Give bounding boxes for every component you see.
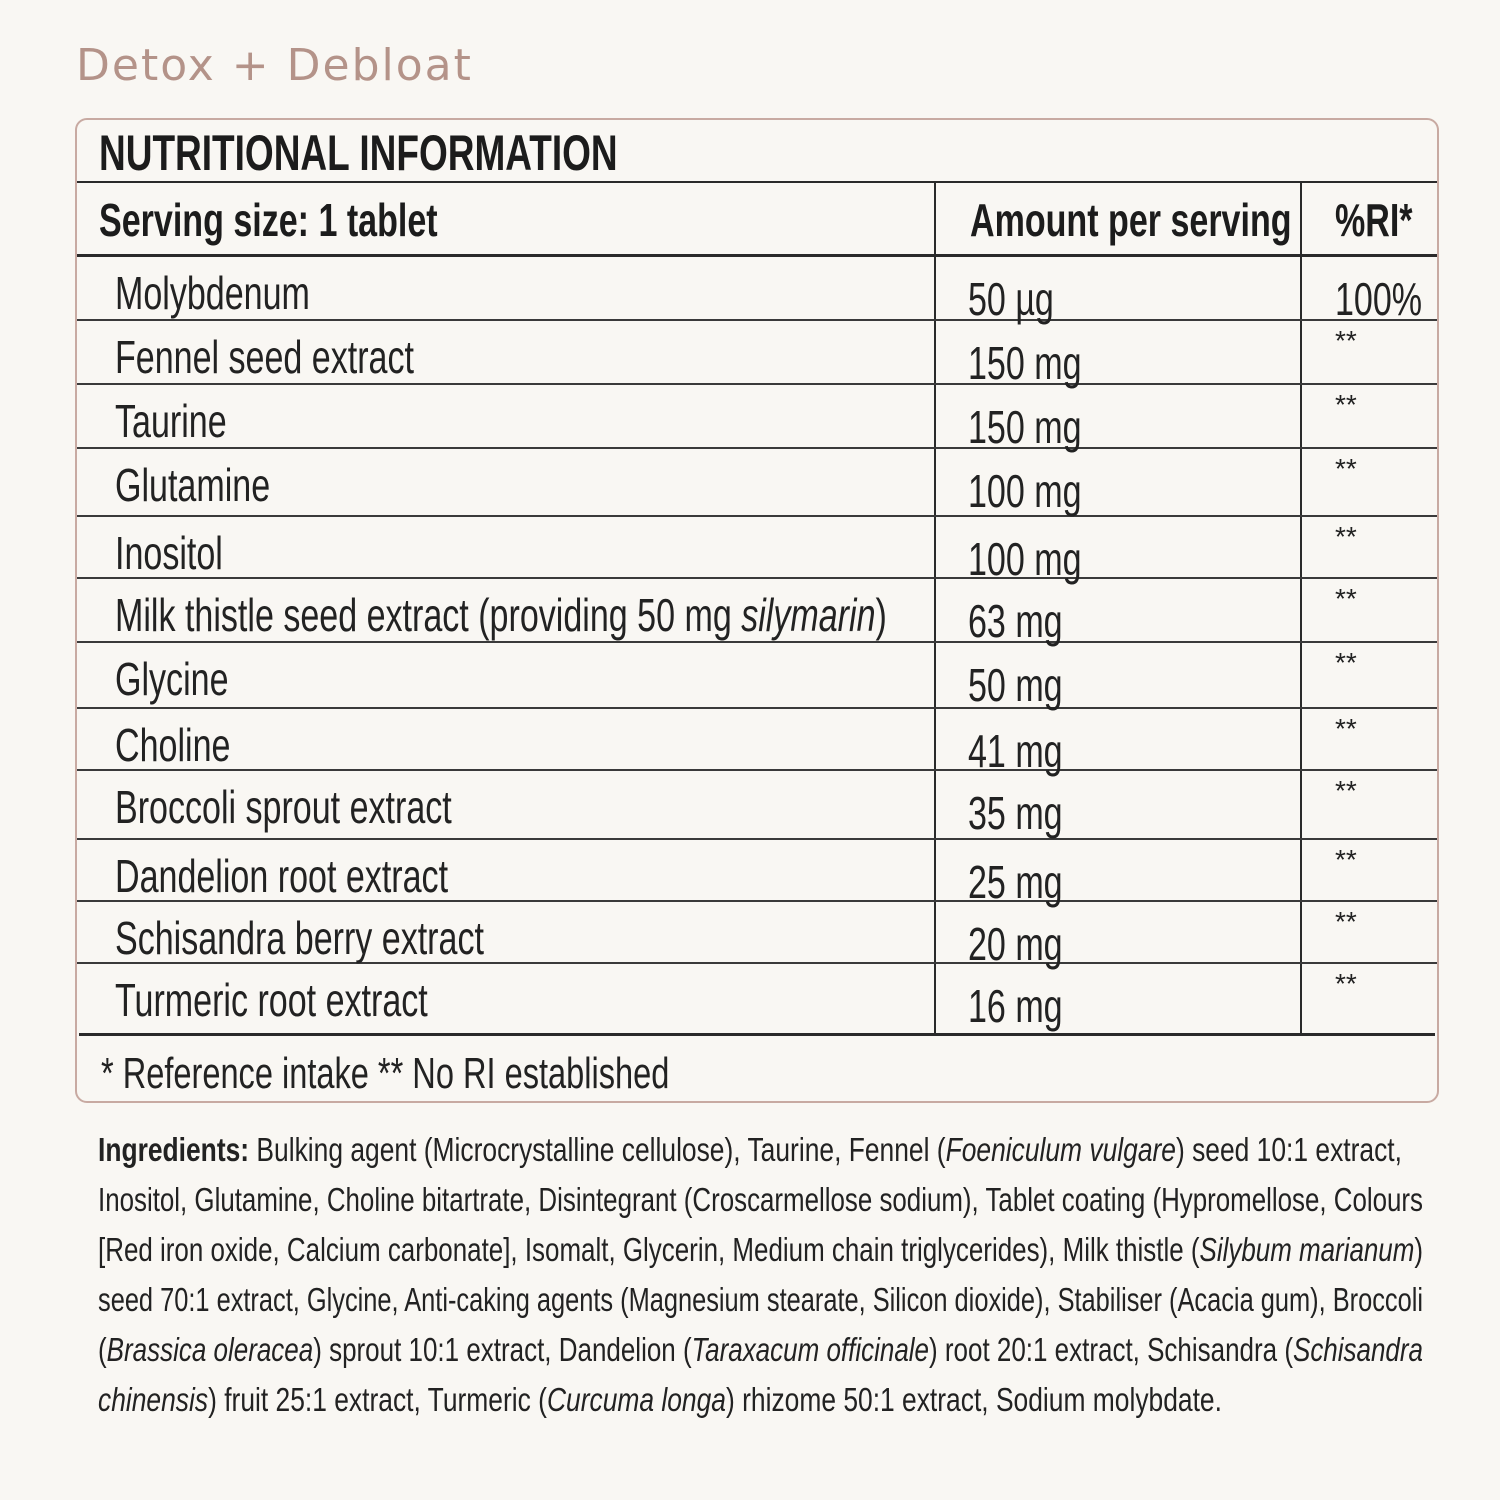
ingredient-latin-name: Silybum marianum [1199, 1231, 1415, 1268]
nutrient-name [115, 964, 538, 1028]
ingredients-line [98, 1375, 1423, 1425]
ingredient-text: ) [1414, 1231, 1423, 1268]
column-header-ri-text: %RI* [1335, 194, 1413, 246]
nutrient-ri [1335, 263, 1439, 327]
nutrient-amount-text: 16 mg [968, 980, 1063, 1032]
ingredient-text: ) rhizome 50:1 extract, Sodium molybdate. [725, 1381, 1222, 1418]
nutrient-amount [968, 846, 1096, 910]
nutrient-amount-text: 50 mg [968, 659, 1063, 711]
ingredient-latin-name: Schisandra [1292, 1331, 1423, 1368]
nutrient-ri [1335, 709, 1357, 749]
nutrient-ri [1335, 385, 1357, 425]
nutrient-ri [1335, 517, 1357, 557]
nutrient-amount-text: 41 mg [968, 725, 1063, 777]
nutrient-ri-text: ** [1335, 583, 1357, 614]
column-header-amount-text: Amount per serving [970, 194, 1292, 246]
nutrient-name-text: Broccoli sprout extract [115, 781, 452, 833]
table-row [77, 643, 1437, 709]
nutrient-name-text: Dandelion root extract [115, 850, 449, 902]
nutrient-amount [968, 715, 1096, 779]
panel-heading-text: NUTRITIONAL INFORMATION [99, 125, 618, 181]
nutrient-name-italic: silymarin [741, 589, 876, 641]
table-bottom-divider [79, 1033, 1435, 1036]
nutrient-amount [968, 263, 1084, 327]
ingredients-block [98, 1125, 1423, 1425]
nutrient-name-text: Inositol [115, 527, 223, 579]
ingredient-text: Bulking agent (Microcrystalline cellulose), Taurine, Fennel ( [249, 1131, 946, 1168]
nutrient-name [115, 321, 519, 385]
table-row [77, 840, 1437, 908]
nutrient-ri-text: ** [1335, 647, 1357, 678]
ingredient-text: ) fruit 25:1 extract, Turmeric ( [208, 1381, 547, 1418]
nutrient-name-text: Glutamine [115, 459, 271, 511]
ingredient-text: seed 70:1 extract, Glycine, Anti-caking agents (Magnesium stearate, Silicon dioxide), Stabiliser (Acacia gum), Broccoli [98, 1281, 1423, 1318]
table-row [77, 964, 1437, 1032]
footnote [101, 1038, 869, 1102]
table-row [77, 902, 1437, 970]
nutrient-ri [1335, 643, 1357, 683]
nutrient-ri-text: ** [1335, 389, 1357, 420]
nutrient-amount [968, 970, 1096, 1034]
nutrient-ri-text: ** [1335, 713, 1357, 744]
ingredient-latin-name: Curcuma longa [546, 1381, 726, 1418]
nutrient-amount [968, 585, 1096, 649]
table-row [77, 709, 1437, 777]
nutrient-ri-text: ** [1335, 775, 1357, 806]
ingredient-latin-name: Brassica oleracea [106, 1331, 314, 1368]
ingredients-label: Ingredients: [98, 1131, 250, 1168]
nutrient-name [115, 257, 378, 321]
product-title: Detox + Debloat [76, 40, 473, 91]
column-header-serving-size-text: Serving size: 1 tablet [99, 194, 438, 246]
ingredients-line [98, 1275, 1423, 1325]
table-row [77, 385, 1437, 453]
nutrient-amount [968, 649, 1096, 713]
ingredient-latin-name: Taraxacum officinale [691, 1331, 930, 1368]
nutrient-name-text: Taurine [115, 395, 227, 447]
nutrient-ri-text: ** [1335, 453, 1357, 484]
ingredients-line [98, 1125, 1423, 1175]
nutrient-name [115, 517, 261, 581]
nutrient-amount-text: 50 µg [968, 273, 1054, 325]
nutrient-amount [968, 391, 1121, 455]
nutrient-ri [1335, 771, 1357, 811]
nutrient-name-text: Choline [115, 719, 231, 771]
nutrient-name-text: Milk thistle seed extract (providing 50 mg [115, 589, 742, 641]
nutrient-name-text: Schisandra berry extract [115, 912, 484, 964]
nutrient-amount [968, 908, 1096, 972]
footnote-text: * Reference intake ** No RI established [101, 1049, 670, 1098]
nutrient-ri-text: ** [1335, 325, 1357, 356]
nutrient-name-text: Glycine [115, 653, 229, 705]
ingredients-line [98, 1175, 1423, 1225]
ingredient-latin-name: chinensis [98, 1381, 209, 1418]
nutrient-ri [1335, 840, 1357, 880]
nutrient-amount [968, 777, 1096, 841]
table-row [77, 771, 1437, 840]
table-row [77, 449, 1437, 517]
nutrient-name [115, 840, 565, 904]
nutrient-name [115, 709, 271, 773]
nutrient-amount-text: 35 mg [968, 787, 1063, 839]
ingredient-text: ( [98, 1331, 107, 1368]
nutrient-name [115, 385, 266, 449]
nutrient-ri [1335, 321, 1357, 361]
nutrient-ri-text: 100% [1335, 273, 1423, 325]
ingredient-text: ) sprout 10:1 extract, Dandelion ( [313, 1331, 692, 1368]
nutrient-rows [77, 257, 1437, 1032]
nutrient-amount-text: 100 mg [968, 465, 1082, 517]
nutrient-amount-text: 100 mg [968, 533, 1082, 585]
nutrient-ri-text: ** [1335, 906, 1357, 937]
nutrient-amount-text: 63 mg [968, 595, 1063, 647]
nutrient-ri [1335, 902, 1357, 942]
nutrient-ri [1335, 964, 1357, 1004]
nutrient-ri [1335, 579, 1357, 619]
ingredient-text: ) root 20:1 extract, Schisandra ( [929, 1331, 1293, 1368]
ingredients-line [98, 1325, 1423, 1375]
table-row [77, 579, 1437, 647]
nutrient-name-text: Turmeric root extract [115, 974, 428, 1026]
table-row [77, 321, 1437, 389]
table-row [77, 517, 1437, 585]
nutrient-amount-text: 25 mg [968, 856, 1063, 908]
nutrient-ri-text: ** [1335, 521, 1357, 552]
nutrient-ri [1335, 449, 1357, 489]
ingredient-text: Inositol, Glutamine, Choline bitartrate, Disintegrant (Croscarmellose sodium), Tablet coating (Hypromellose, Colours [98, 1181, 1423, 1218]
nutrient-amount-text: 150 mg [968, 337, 1082, 389]
panel-heading [99, 120, 800, 182]
nutrient-name [115, 902, 614, 966]
nutrient-name-text: Molybdenum [115, 267, 310, 319]
nutrient-ri-text: ** [1335, 968, 1357, 999]
nutrient-amount-text: 20 mg [968, 918, 1063, 970]
nutrient-name [115, 643, 268, 707]
nutrient-amount [968, 327, 1121, 391]
nutrient-amount-text: 150 mg [968, 401, 1082, 453]
nutrient-name [115, 771, 570, 835]
ingredient-text: ) seed 10:1 extract, [1175, 1131, 1402, 1168]
nutrient-name-text: Fennel seed extract [115, 331, 414, 383]
nutrition-panel [75, 118, 1439, 1103]
ingredients-line [98, 1225, 1423, 1275]
nutrient-amount [968, 455, 1121, 519]
nutrient-amount [968, 523, 1121, 587]
nutrient-ri-text: ** [1335, 844, 1357, 875]
column-header-serving-size [99, 183, 557, 254]
ingredient-latin-name: Foeniculum vulgare [945, 1131, 1176, 1168]
ingredient-text: [Red iron oxide, Calcium carbonate], Isomalt, Glycerin, Medium chain triglycerides), Milk thistle ( [98, 1231, 1200, 1268]
nutrient-name-suffix: ) [875, 589, 887, 641]
table-row [77, 257, 1437, 325]
nutrient-name [115, 449, 325, 513]
column-header-ri [1335, 183, 1439, 254]
